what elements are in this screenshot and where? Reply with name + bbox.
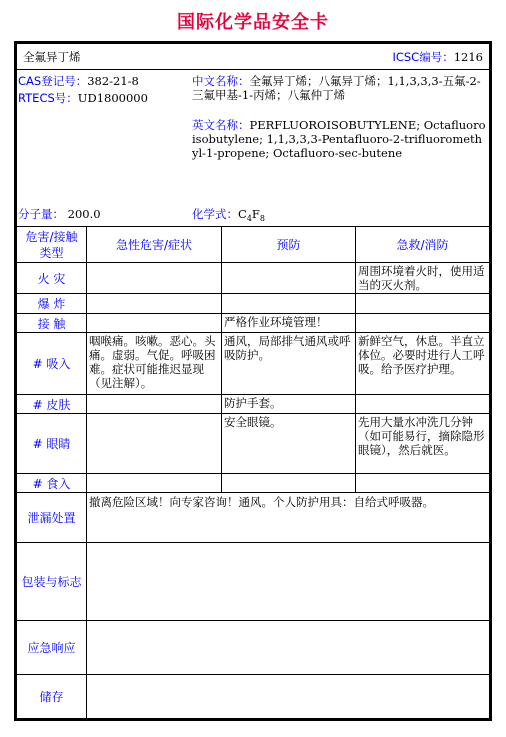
- icsc-number: [392, 50, 483, 64]
- rtecs-line: [18, 91, 148, 105]
- explosion-first-aid: [355, 293, 490, 314]
- formula-label: 化学式：: [192, 207, 238, 221]
- cas-line: [18, 74, 139, 88]
- row-label-inhalation: # 吸入: [16, 332, 87, 395]
- skin-prevention: 防护手套。: [221, 394, 356, 414]
- rtecs-value: UD1800000: [77, 91, 148, 105]
- section-label-emergency: 应急响应: [16, 620, 87, 675]
- eyes-first-aid: 先用大量水冲洗几分钟（如可能易行，摘除隐形眼镜），然后就医。: [355, 413, 490, 474]
- cn-name-label: 中文名称：: [192, 74, 250, 88]
- ingestion-first-aid: [355, 473, 490, 493]
- row-label-skin: # 皮肤: [16, 394, 87, 414]
- cn-name-value: 全氟异丁烯；八氟异丁烯；1,1,3,3,3-五氟-2-三氟甲基-1-丙烯；八氟仲丁烯: [192, 74, 481, 102]
- exposure-symptoms: [86, 313, 222, 333]
- icsc-label: ICSC编号：: [392, 50, 454, 64]
- safety-card: [14, 41, 492, 721]
- page-title: 国际化学品安全卡: [177, 12, 329, 33]
- eyes-symptoms: [86, 413, 222, 474]
- en-name-label: 英文名称：: [192, 118, 250, 132]
- chemical-name: 全氟异丁烯: [23, 50, 81, 64]
- en-name-block: [192, 118, 487, 160]
- icsc-value: 1216: [453, 50, 483, 64]
- mw-line: [18, 207, 101, 221]
- mw-value: 200.0: [67, 207, 101, 221]
- cas-label: CAS登记号：: [18, 74, 88, 88]
- row-label-exposure: 接 触: [16, 313, 87, 333]
- fire-first-aid: 周围环境着火时，使用适当的灭火剂。: [355, 262, 490, 294]
- row-label-explosion: 爆 炸: [16, 293, 87, 314]
- section-label-spill: 泄漏处置: [16, 492, 87, 543]
- en-name-value: PERFLUOROISOBUTYLENE; Octafluoroisobutylene; 1,1,3,3,3-Pentafluoro-2-trifluoromethyl-1-propene; Octafluoro-sec-butene: [192, 118, 486, 160]
- formula-f-sub: 8: [259, 214, 265, 223]
- formula-f: F: [251, 207, 260, 221]
- identification-block: [16, 69, 490, 227]
- header-row: [16, 43, 490, 70]
- inhalation-prevention: 通风，局部排气通风或呼吸防护。: [221, 332, 356, 395]
- explosion-prevention: [221, 293, 356, 314]
- fire-prevention: [221, 262, 356, 294]
- mw-label: 分子量：: [18, 207, 64, 221]
- header-hazard-type: 危害/接触类型: [16, 226, 87, 263]
- ingestion-prevention: [221, 473, 356, 493]
- skin-first-aid: [355, 394, 490, 414]
- formula-c: C: [238, 207, 247, 221]
- section-content-packaging: [86, 542, 490, 621]
- explosion-symptoms: [86, 293, 222, 314]
- skin-symptoms: [86, 394, 222, 414]
- section-content-emergency: [86, 620, 490, 675]
- formula-c-sub: 4: [246, 214, 252, 223]
- section-content-storage: [86, 674, 490, 719]
- row-label-ingestion: # 食入: [16, 473, 87, 493]
- eyes-prevention: 安全眼镜。: [221, 413, 356, 474]
- inhalation-symptoms: 咽喉痛。咳嗽。恶心。头痛。虚弱。气促。呼吸困难。症状可能推迟显现（见注解）。: [86, 332, 222, 395]
- rtecs-label: RTECS号：: [18, 91, 78, 105]
- row-label-eyes: # 眼睛: [16, 413, 87, 474]
- section-label-packaging: 包装与标志: [16, 542, 87, 621]
- section-content-spill: 撤离危险区域！向专家咨询！通风。个人防护用具：自给式呼吸器。: [86, 492, 490, 543]
- cas-value: 382-21-8: [87, 74, 139, 88]
- section-label-storage: 储存: [16, 674, 87, 719]
- cn-name-block: [192, 74, 487, 102]
- header-prevention: 预防: [221, 226, 356, 263]
- ingestion-symptoms: [86, 473, 222, 493]
- header-symptoms: 急性危害/症状: [86, 226, 222, 263]
- formula-line: [192, 207, 265, 226]
- row-label-fire: 火 灾: [16, 262, 87, 294]
- header-first-aid: 急救/消防: [355, 226, 490, 263]
- inhalation-first-aid: 新鲜空气，休息。半直立体位。必要时进行人工呼吸。给予医疗护理。: [355, 332, 490, 395]
- exposure-first-aid: [355, 313, 490, 333]
- exposure-prevention: 严格作业环境管理！: [221, 313, 356, 333]
- fire-symptoms: [86, 262, 222, 294]
